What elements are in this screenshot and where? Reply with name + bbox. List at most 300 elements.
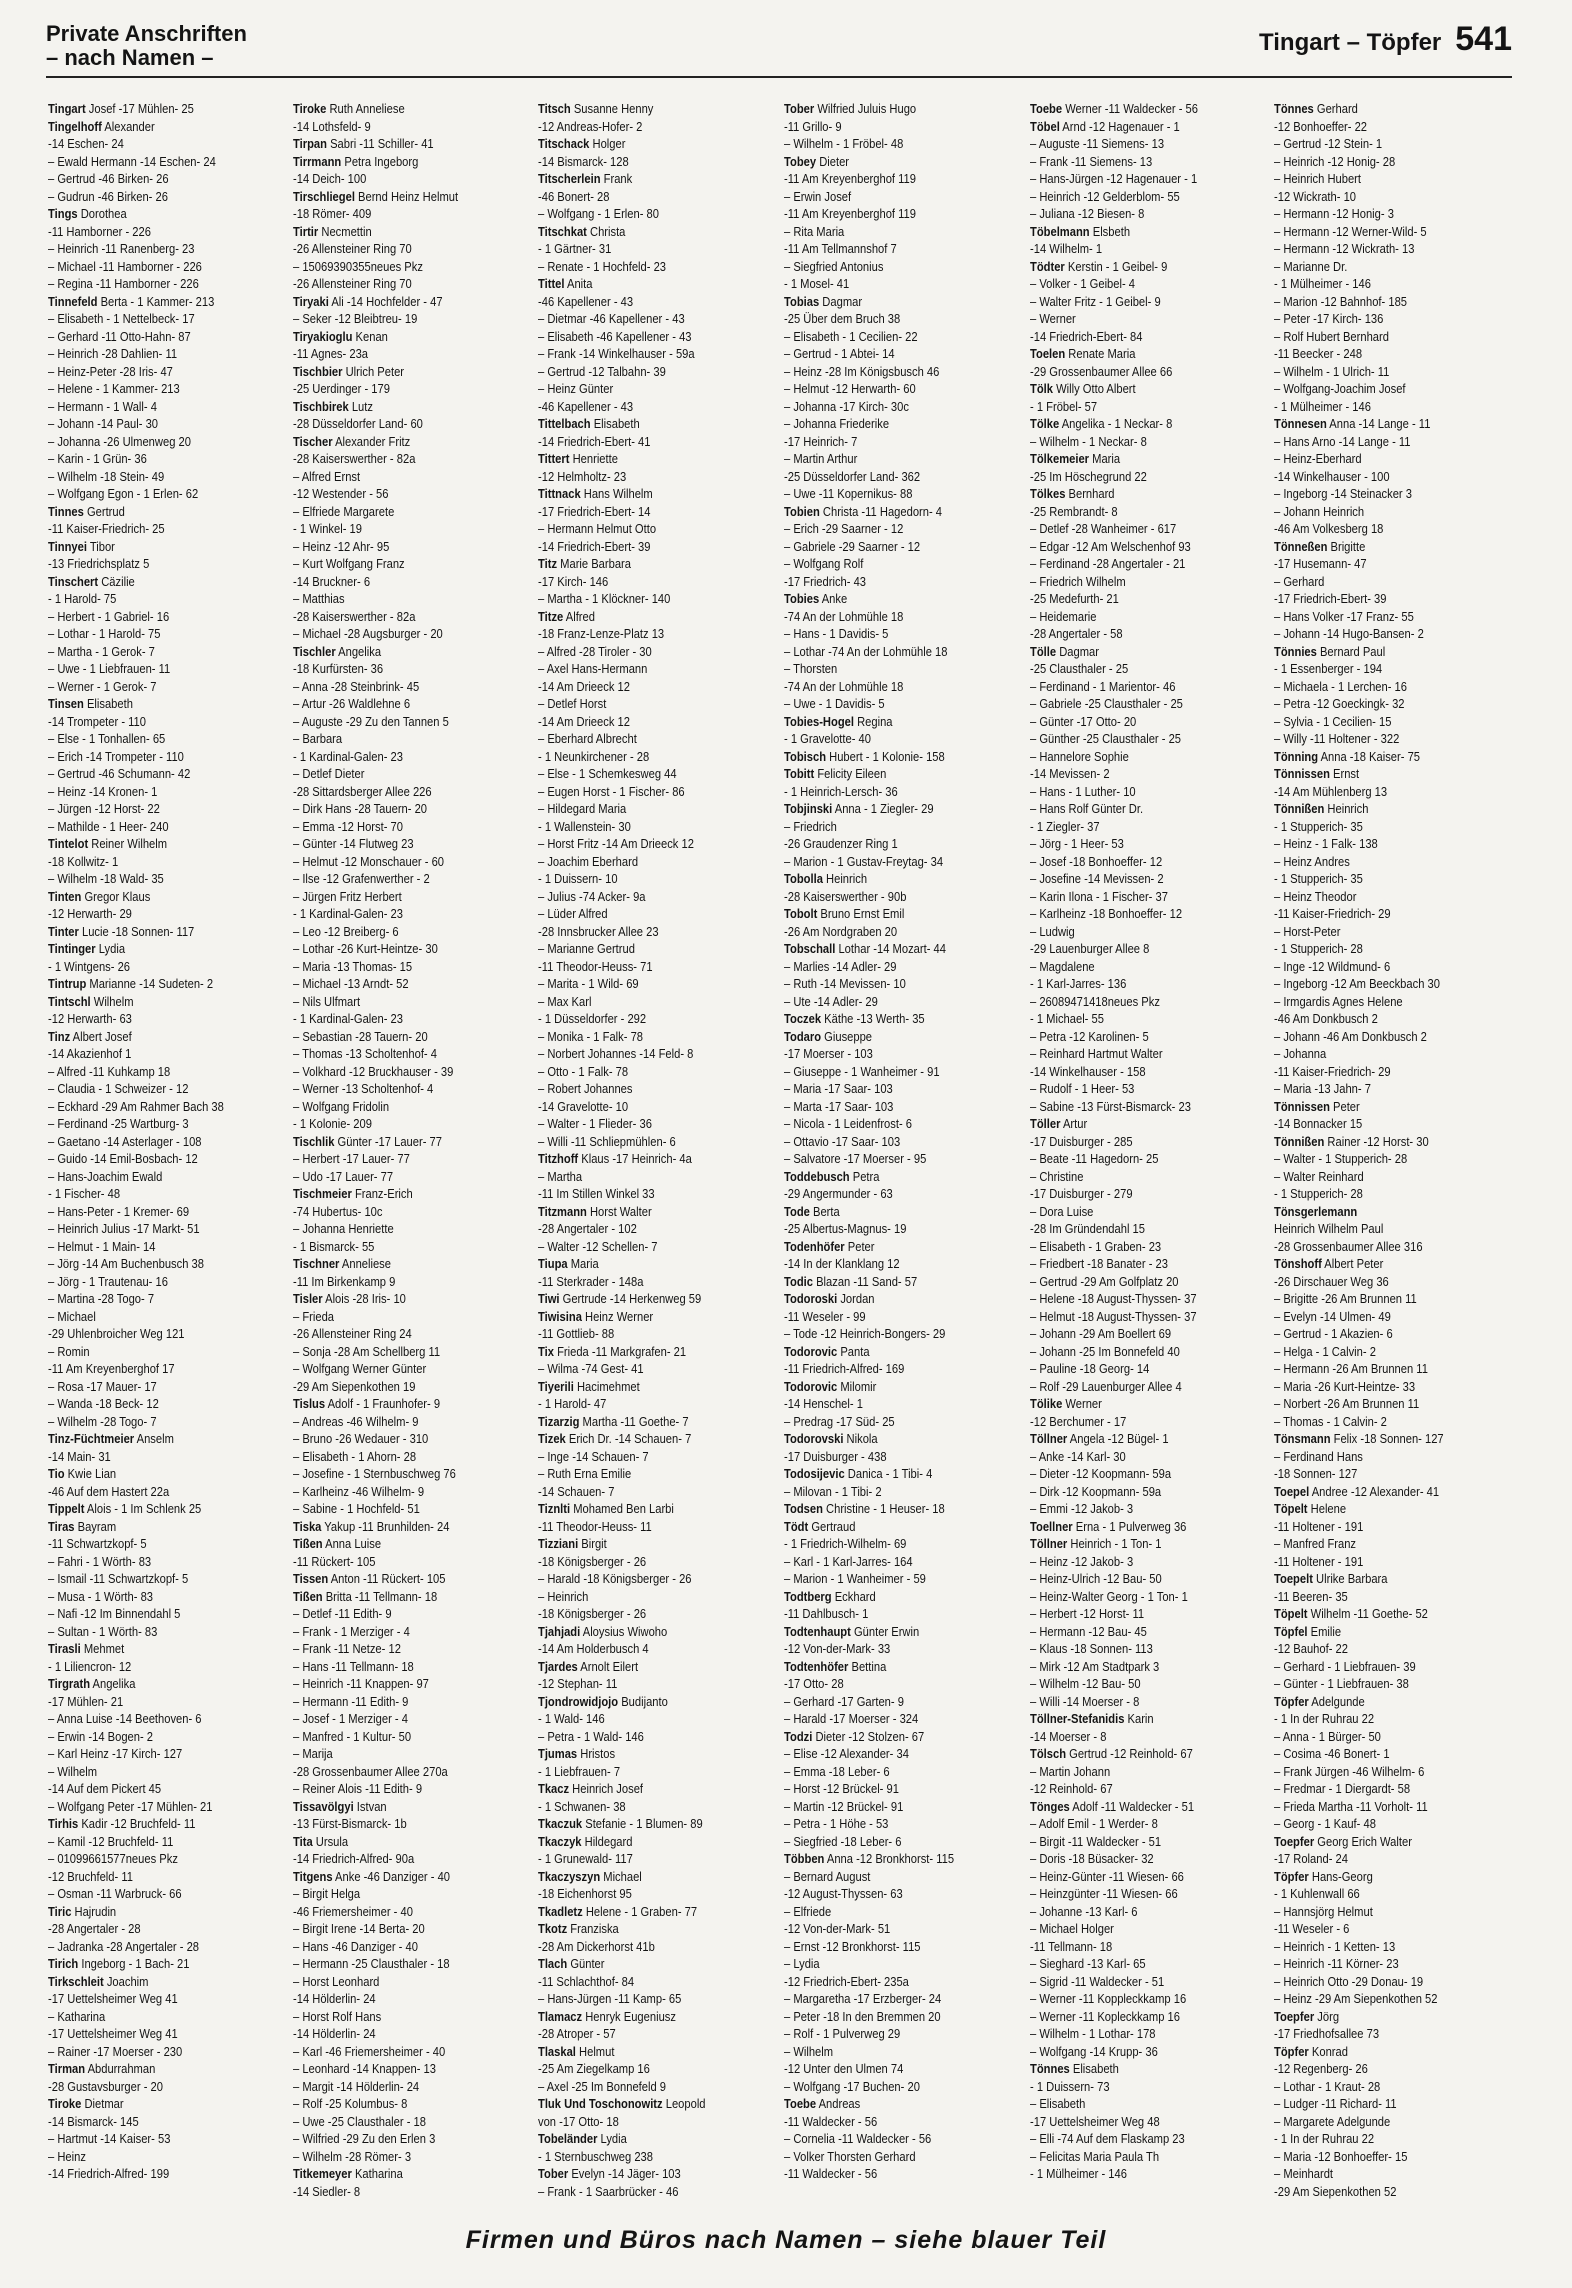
entry-details: – Wolfgang Fridolin: [293, 1098, 390, 1114]
directory-entry: [48, 153, 292, 171]
entry-details: - 1 Karl-Jarres- 136: [1030, 976, 1127, 991]
entry-details: – Joachim Eberhard: [538, 853, 639, 869]
entry-details: – Maria -12 Bonhoeffer- 15: [1274, 2148, 1408, 2164]
directory-entry: [1274, 1518, 1518, 1536]
entry-details: – Frank -14 Winkelhauser - 59a: [538, 346, 695, 361]
directory-entry: [1274, 328, 1518, 346]
directory-entry: [784, 1395, 1028, 1413]
entry-details: – Petra -12 Goeckingk- 32: [1274, 696, 1405, 711]
entry-details: – Wilhelm - 1 Neckar- 8: [1030, 433, 1147, 449]
directory-entry: [1030, 2113, 1274, 2131]
entry-details: -17 Otto- 28: [784, 1676, 844, 1691]
entry-details: -11 Beecker - 248: [1274, 346, 1363, 361]
section-label: [46, 22, 247, 70]
entry-details: – Eckhard -29 Am Rahmer Bach 38: [48, 1098, 224, 1114]
directory-entry: [293, 1360, 537, 1378]
directory-entry: [538, 748, 782, 766]
directory-entry: [293, 1413, 537, 1431]
surname: Titschack: [538, 136, 590, 151]
directory-entry: [538, 2165, 782, 2183]
directory-entry: [784, 695, 1028, 713]
entry-details: -29 Grossenbaumer Allee 66: [1030, 363, 1173, 379]
footer-note: Firmen und Büros nach Namen – siehe blauer Teil: [465, 2226, 1107, 2254]
entry-details: – Elfriede: [784, 1903, 832, 1919]
section-label-line1: Private Anschriften: [46, 21, 247, 46]
directory-entry: [48, 1815, 292, 1833]
entry-details: Anna Luise: [322, 1536, 382, 1551]
directory-entry: [48, 1378, 292, 1396]
entry-details: – Peter -18 In den Bremmen 20: [784, 2008, 941, 2024]
surname: Töpelt: [1274, 1606, 1308, 1621]
directory-entry: [1030, 1308, 1274, 1326]
directory-entry: [48, 625, 292, 643]
entry-details: – Johann -29 Am Boellert 69: [1030, 1326, 1172, 1341]
entry-details: Hans Wilhelm: [580, 486, 653, 501]
entry-details: – Lothar -26 Kurt-Heintze- 30: [293, 941, 438, 956]
entry-details: Petra Ingeborg: [341, 153, 419, 169]
entry-details: Martha -11 Goethe- 7: [579, 1413, 689, 1429]
entry-details: Dieter: [816, 153, 850, 169]
surname: Tobias: [784, 293, 820, 309]
directory-entry: [48, 1483, 292, 1501]
entry-details: – Josef - 1 Merziger - 4: [293, 1711, 408, 1726]
directory-entry: [1030, 1588, 1274, 1606]
directory-entry: [48, 135, 292, 153]
directory-entry: [784, 485, 1028, 503]
surname: Tinter: [48, 923, 79, 939]
entry-details: – Matthias: [293, 591, 345, 606]
surname: Tlaskal: [538, 2043, 576, 2059]
directory-entry: [1274, 1973, 1518, 1991]
surname: Tober: [538, 2166, 569, 2181]
entry-details: -28 Kaiserswerther - 82a: [293, 451, 416, 466]
entry-details: -46 Friemersheimer - 40: [293, 1903, 413, 1919]
surname: Tingart: [48, 101, 86, 116]
entry-details: – Michael -11 Hamborner - 226: [48, 258, 202, 274]
entry-details: – Leonhard -14 Knappen- 13: [293, 2061, 436, 2076]
entry-details: – Dirk Hans -28 Tauern- 20: [293, 801, 428, 816]
directory-entry: [1274, 398, 1518, 416]
directory-entry: [48, 1448, 292, 1466]
directory-entry: [48, 713, 292, 731]
directory-entry: [1274, 1430, 1518, 1448]
entry-details: -28 Am Dickerhorst 41b: [538, 1938, 655, 1954]
directory-entry: [1030, 415, 1274, 433]
entry-details: -28 Grossenbaumer Allee 270a: [293, 1763, 448, 1779]
directory-entry: [784, 923, 1028, 941]
directory-entry: [1274, 363, 1518, 381]
surname: Töpfer: [1274, 2043, 1309, 2059]
surname: Tischmeier: [293, 1186, 352, 1201]
entry-details: -14 Lothsfeld- 9: [293, 118, 371, 134]
directory-entry: [1030, 363, 1274, 381]
entry-details: – Wolfgang Peter -17 Mühlen- 21: [48, 1798, 213, 1814]
entry-details: – Siegfried -18 Leber- 6: [784, 1833, 902, 1849]
directory-entry: [538, 1693, 782, 1711]
directory-entry: [293, 2078, 537, 2096]
entry-details: Leopold: [662, 2096, 706, 2111]
directory-entry: [784, 1535, 1028, 1553]
directory-entry: [1030, 678, 1274, 696]
entry-details: – Hans-Jürgen -12 Hagenauer - 1: [1030, 171, 1198, 186]
directory-entry: [784, 153, 1028, 171]
directory-entry: [1030, 258, 1274, 276]
entry-details: – Heinrich Hubert: [1274, 171, 1361, 186]
directory-entry: [48, 1115, 292, 1133]
directory-entry: [1030, 1535, 1274, 1553]
surname: Tirich: [48, 1956, 79, 1971]
directory-entry: [1030, 1028, 1274, 1046]
entry-details: – Wilhelm -12 Bau- 50: [1030, 1676, 1141, 1691]
directory-entry: [784, 625, 1028, 643]
directory-entry: [784, 258, 1028, 276]
entry-details: – Elli -74 Auf dem Flaskamp 23: [1030, 2131, 1185, 2146]
directory-entry: [293, 748, 537, 766]
entry-details: – Else - 1 Tonhallen- 65: [48, 731, 166, 746]
entry-details: – Frank - 1 Merziger - 4: [293, 1623, 410, 1639]
directory-column-3: [538, 100, 782, 2199]
entry-details: – Karlheinz -18 Bonhoeffer- 12: [1030, 906, 1183, 921]
directory-entry: [1274, 1255, 1518, 1273]
entry-details: - 1 Stupperich- 28: [1274, 1186, 1363, 1201]
directory-entry: [1030, 1343, 1274, 1361]
entry-details: – Gertrud -46 Birken- 26: [48, 171, 169, 186]
entry-details: – Thomas -13 Scholtenhof- 4: [293, 1046, 437, 1061]
directory-entry: [293, 1518, 537, 1536]
surname: Tönges: [1030, 1798, 1070, 1814]
directory-entry: [538, 2043, 782, 2061]
entry-details: Lothar -14 Mozart- 44: [835, 941, 946, 956]
entry-details: – Marianne Gertrud: [538, 941, 635, 956]
entry-details: – Karl Heinz -17 Kirch- 127: [48, 1746, 183, 1761]
surname: Tisler: [293, 1291, 323, 1306]
entry-details: – Michael -28 Augsburger - 20: [293, 626, 443, 641]
directory-entry: [48, 2043, 292, 2061]
entry-details: Alfred: [563, 608, 595, 624]
entry-details: -29 Am Siepenkothen 52: [1274, 2183, 1397, 2199]
entry-details: Henriette: [569, 451, 618, 466]
entry-details: – Anke -14 Karl- 30: [1030, 1448, 1126, 1464]
entry-details: – Thomas - 1 Calvin- 2: [1274, 1413, 1387, 1429]
directory-entry: [48, 1500, 292, 1518]
entry-details: -18 Römer- 409: [293, 206, 372, 221]
entry-details: – Michael -13 Arndt- 52: [293, 976, 409, 991]
entry-details: – Wilhelm - 1 Fröbel- 48: [784, 136, 904, 151]
surname: Tippelt: [48, 1501, 85, 1516]
surname: Tirrmann: [293, 153, 342, 169]
entry-details: Evelyn -14 Jäger- 103: [568, 2166, 681, 2181]
directory-entry: [1030, 1798, 1274, 1816]
directory-entry: [293, 1990, 537, 2008]
directory-entry: [1030, 2165, 1274, 2183]
directory-entry: [293, 2008, 537, 2026]
entry-details: – Horst Fritz -14 Am Drieeck 12: [538, 836, 694, 851]
directory-entry: [48, 118, 292, 136]
entry-details: – Heinrich -28 Dahlien- 11: [48, 346, 178, 361]
entry-details: – Heinz -29 Am Siepenkothen 52: [1274, 1991, 1438, 2006]
entry-details: Frieda -11 Markgrafen- 21: [553, 1343, 687, 1359]
directory-entry: [1030, 573, 1274, 591]
directory-entry: [48, 258, 292, 276]
entry-details: Arnolt Eilert: [577, 1658, 639, 1674]
directory-entry: [1274, 765, 1518, 783]
directory-entry: [538, 590, 782, 608]
directory-entry: [1030, 590, 1274, 608]
entry-details: Werner: [1062, 1396, 1102, 1411]
directory-entry: [784, 520, 1028, 538]
entry-details: – Klaus -18 Sonnen- 113: [1030, 1641, 1153, 1656]
directory-entry: [1274, 1675, 1518, 1693]
directory-entry: [1274, 468, 1518, 486]
directory-entry: [538, 2183, 782, 2201]
entry-details: – Herbert - 1 Gabriel- 16: [48, 608, 170, 624]
entry-details: – Hermann - 1 Wall- 4: [48, 398, 157, 414]
entry-details: Marie Barbara: [557, 556, 632, 571]
surname: Todtenhöfer: [784, 1658, 849, 1674]
directory-entry: [293, 1763, 537, 1781]
directory-entry: [784, 293, 1028, 311]
entry-details: Käthe -13 Werth- 35: [821, 1011, 925, 1026]
entry-details: – Heinz Theodor: [1274, 888, 1357, 904]
entry-details: – Predrag -17 Süd- 25: [784, 1413, 895, 1429]
entry-details: – Horst Rolf Hans: [293, 2008, 382, 2024]
entry-details: – Ferdinand Hans: [1274, 1448, 1363, 1464]
entry-details: Necmettin: [318, 223, 372, 239]
entry-details: – Willi -14 Moerser - 8: [1030, 1693, 1140, 1709]
directory-entry: [538, 1115, 782, 1133]
directory-entry: [1030, 1448, 1274, 1466]
directory-entry: [48, 590, 292, 608]
directory-entry: [48, 100, 292, 118]
directory-entry: [784, 573, 1028, 591]
directory-entry: [1274, 1920, 1518, 1938]
directory-entry: [784, 1255, 1028, 1273]
entry-details: Heinrich: [822, 871, 868, 886]
directory-entry: [538, 818, 782, 836]
entry-details: – Johann -46 Am Donkbusch 2: [1274, 1028, 1427, 1044]
directory-entry: [293, 1448, 537, 1466]
entry-details: -13 Friedrichsplatz 5: [48, 556, 150, 571]
directory-entry: [293, 2183, 537, 2201]
directory-entry: [1030, 1693, 1274, 1711]
entry-details: – Manfred - 1 Kultur- 50: [293, 1728, 412, 1744]
directory-entry: [1274, 1045, 1518, 1063]
entry-details: Holger: [589, 136, 626, 151]
directory-entry: [1274, 1448, 1518, 1466]
directory-entry: [293, 1973, 537, 1991]
entry-details: – Maria -17 Saar- 103: [784, 1081, 893, 1096]
directory-entry: [48, 818, 292, 836]
entry-details: – Johann -25 Im Bonnefeld 40: [1030, 1343, 1180, 1359]
entry-details: – Doris -18 Büsacker- 32: [1030, 1851, 1154, 1866]
entry-details: -11 Grillo- 9: [784, 118, 842, 134]
directory-entry: [1030, 835, 1274, 853]
entry-details: – Ismail -11 Schwartzkopf- 5: [48, 1571, 189, 1586]
entry-details: – Marlies -14 Adler- 29: [784, 958, 897, 974]
directory-entry: [538, 1308, 782, 1326]
entry-details: – Giuseppe - 1 Wanheimer - 91: [784, 1063, 940, 1079]
directory-entry: [538, 1220, 782, 1238]
directory-entry: [538, 1710, 782, 1728]
directory-entry: [1274, 1588, 1518, 1606]
surname: Titze: [538, 608, 564, 624]
entry-details: – Heinz-Walter Georg - 1 Ton- 1: [1030, 1588, 1188, 1604]
directory-entry: [1274, 800, 1518, 818]
page-range-title: [1259, 20, 1512, 58]
entry-details: Jörg: [1314, 2008, 1340, 2024]
entry-details: -14 Am Mühlenberg 13: [1274, 783, 1388, 799]
entry-details: Günter Erwin: [850, 1623, 920, 1639]
entry-details: – Marion - 1 Gustav-Freytag- 34: [784, 853, 944, 869]
directory-entry: [1030, 923, 1274, 941]
entry-details: Blazan -11 Sand- 57: [812, 1273, 918, 1289]
entry-details: Erich Dr. -14 Schauen- 7: [565, 1431, 692, 1446]
entry-details: - 1 Harold- 75: [48, 591, 117, 606]
directory-entry: [784, 1920, 1028, 1938]
entry-details: – Martha: [538, 1168, 583, 1184]
directory-entry: [48, 1238, 292, 1256]
surname: Tinten: [48, 888, 82, 904]
entry-details: – Uwe - 1 Liebfrauen- 11: [48, 661, 171, 676]
entry-details: -18 Königsberger - 26: [538, 1606, 647, 1621]
directory-entry: [1274, 258, 1518, 276]
surname: Tirkschleit: [48, 1973, 104, 1989]
directory-entry: [1030, 275, 1274, 293]
entry-details: Anna -14 Lange - 11: [1326, 416, 1431, 431]
directory-entry: [48, 958, 292, 976]
directory-entry: [784, 1045, 1028, 1063]
entry-details: – Ingeborg -14 Steinacker 3: [1274, 486, 1412, 501]
directory-entry: [48, 345, 292, 363]
entry-details: – Frank - 1 Saarbrücker - 46: [538, 2183, 679, 2199]
entry-details: -12 Stephan- 11: [538, 1676, 618, 1691]
entry-details: – Sigrid -11 Waldecker - 51: [1030, 1973, 1165, 1989]
directory-entry: [48, 993, 292, 1011]
directory-entry: [784, 555, 1028, 573]
entry-details: – Wolfgang -17 Buchen- 20: [784, 2078, 920, 2094]
entry-details: Willy Otto Albert: [1052, 381, 1136, 396]
entry-details: – Julius -74 Acker- 9a: [538, 888, 646, 904]
entry-details: – Hans - 1 Davidis- 5: [784, 626, 889, 641]
directory-entry: [784, 1955, 1028, 1973]
directory-entry: [1030, 538, 1274, 556]
entry-details: – Walter - 1 Flieder- 36: [538, 1116, 652, 1131]
entry-details: -17 Kirch- 146: [538, 573, 609, 589]
entry-details: Georg Erich Walter: [1314, 1833, 1412, 1849]
entry-details: - 1 In der Ruhrau 22: [1274, 1711, 1375, 1726]
directory-entry: [1274, 608, 1518, 626]
entry-details: -28 Atroper - 57: [538, 2026, 616, 2041]
directory-entry: [48, 975, 292, 993]
directory-entry: [1274, 1465, 1518, 1483]
directory-entry: [1030, 1570, 1274, 1588]
entry-details: – Detlef Dieter: [293, 766, 365, 781]
entry-details: – Norbert -26 Am Brunnen 11: [1274, 1396, 1420, 1411]
directory-entry: [293, 328, 537, 346]
entry-details: – Rolf - 1 Pulverweg 29: [784, 2026, 901, 2041]
entry-details: Helene - 1 Graben- 77: [582, 1903, 698, 1919]
surname: Todtenhaupt: [784, 1623, 851, 1639]
directory-entry: [48, 1273, 292, 1291]
entry-details: – Alfred -11 Kuhkamp 18: [48, 1063, 171, 1079]
directory-entry: [293, 573, 537, 591]
directory-entry: [1274, 205, 1518, 223]
directory-entry: [1274, 275, 1518, 293]
entry-details: Heinrich Josef: [569, 1781, 644, 1796]
directory-entry: [538, 1623, 782, 1641]
directory-entry: [48, 538, 292, 556]
directory-entry: [784, 1010, 1028, 1028]
surname: Tintinger: [48, 941, 96, 956]
entry-details: – Uwe - 1 Davidis- 5: [784, 696, 885, 711]
entry-details: - 1 Grunewald- 117: [538, 1851, 633, 1866]
directory-entry: [293, 1920, 537, 1938]
directory-entry: [1274, 818, 1518, 836]
surname: Todic: [784, 1273, 813, 1289]
entry-details: -11 Theodor-Heuss- 11: [538, 1518, 652, 1534]
entry-details: -11 Am Tellmannshof 7: [784, 241, 897, 256]
entry-details: -12 Bauhof- 22: [1274, 1641, 1348, 1656]
entry-details: – Detlef Horst: [538, 696, 607, 711]
directory-entry: [48, 1553, 292, 1571]
entry-details: -28 Sittardsberger Allee 226: [293, 783, 432, 799]
directory-entry: [1030, 2148, 1274, 2166]
directory-entry: [1274, 1570, 1518, 1588]
entry-details: – Ingeborg -12 Am Beeckbach 30: [1274, 976, 1440, 991]
directory-entry: [293, 1588, 537, 1606]
surname: Tintrup: [48, 976, 87, 991]
directory-entry: [1274, 625, 1518, 643]
entry-details: – Rosa -17 Mauer- 17: [48, 1378, 157, 1394]
directory-entry: [1030, 450, 1274, 468]
directory-entry: [293, 1133, 537, 1151]
entry-details: Wilhelm: [90, 993, 134, 1009]
entry-details: – Gertrud -12 Talbahn- 39: [538, 363, 666, 379]
entry-details: Anna -18 Kaiser- 75: [1318, 748, 1421, 764]
entry-details: Dieter -12 Stolzen- 67: [812, 1728, 925, 1744]
directory-entry: [48, 1535, 292, 1553]
entry-details: Ingeborg - 1 Bach- 21: [78, 1956, 190, 1971]
entry-details: – Horst-Peter: [1274, 923, 1341, 939]
directory-entry: [1274, 2130, 1518, 2148]
entry-details: – Hans-Joachim Ewald: [48, 1168, 163, 1184]
entry-details: Peter: [844, 1238, 875, 1254]
directory-entry: [538, 888, 782, 906]
entry-details: – Hans Volker -17 Franz- 55: [1274, 608, 1414, 624]
entry-details: Gertrud -12 Reinhold- 67: [1066, 1746, 1193, 1761]
entry-details: Maria: [567, 1256, 599, 1271]
directory-entry: [1274, 1413, 1518, 1431]
directory-entry: [1274, 2165, 1518, 2183]
directory-entry: [1030, 608, 1274, 626]
directory-entry: [293, 555, 537, 573]
directory-entry: [538, 1045, 782, 1063]
entry-details: -11 Am Kreyenberghof 119: [784, 171, 916, 186]
entry-details: -14 Friedrich-Ebert- 84: [1030, 328, 1143, 344]
directory-entry: [1030, 345, 1274, 363]
entry-details: -11 Beeren- 35: [1274, 1588, 1348, 1604]
entry-details: -11 Waldecker - 56: [784, 2166, 878, 2181]
directory-entry: [538, 380, 782, 398]
entry-details: -28 Angertaler - 58: [1030, 626, 1123, 641]
entry-details: Bernd Heinz Helmut: [354, 188, 459, 204]
entry-details: Christine - 1 Heuser- 18: [822, 1501, 945, 1516]
entry-details: – Elisabeth - 1 Nettelbeck- 17: [48, 311, 195, 326]
entry-details: – Hermann -12 Wickrath- 13: [1274, 241, 1415, 256]
entry-details: -29 Am Siepenkothen 19: [293, 1378, 416, 1394]
entry-details: - 1 Kardinal-Galen- 23: [293, 748, 403, 764]
directory-entry: [1030, 310, 1274, 328]
